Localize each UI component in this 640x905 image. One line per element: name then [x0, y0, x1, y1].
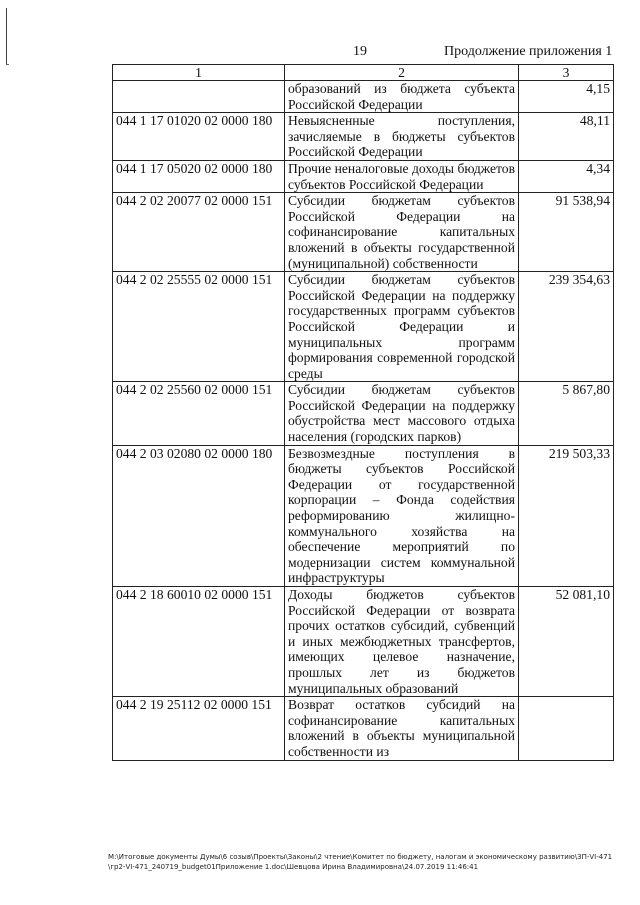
- column-header: 3: [519, 65, 614, 81]
- budget-code: 044 2 19 25112 02 0000 151: [113, 697, 285, 760]
- amount: 91 538,94: [519, 193, 614, 272]
- amount: 219 503,33: [519, 445, 614, 586]
- amount: 48,11: [519, 113, 614, 161]
- amount: 5 867,80: [519, 382, 614, 445]
- revenue-name: образований из бюджета субъекта Российской Федерации: [285, 81, 519, 113]
- revenue-name: Безвозмездные поступления в бюджеты субъектов Российской Федерации от государственной корпорации – Фонда содействия реформированию жилищно-коммунального хозяйства на обеспечение мероприятий по модернизации систем коммунальной инфраструктуры: [285, 445, 519, 586]
- revenue-name: Невыясненные поступления, зачисляемые в бюджеты субъектов Российской Федерации: [285, 113, 519, 161]
- page-number: 19: [353, 44, 367, 59]
- revenue-name: Субсидии бюджетам субъектов Российской Федерации на поддержку государственных программ субъектов Российской Федерации и муниципальных программ формирования современной городской среды: [285, 272, 519, 382]
- table-row: [113, 697, 614, 760]
- table-row: [113, 193, 614, 272]
- table-row: [113, 587, 614, 697]
- table-row: [113, 113, 614, 161]
- table-row: [113, 272, 614, 382]
- revenue-name: Субсидии бюджетам субъектов Российской Федерации на софинансирование капитальных вложений в объекты государственной (муниципальной) собственности: [285, 193, 519, 272]
- continuation-label: Продолжение приложения 1: [444, 44, 613, 59]
- revenue-name: Доходы бюджетов субъектов Российской Федерации от возврата прочих остатков субсидий, субвенций и иных межбюджетных трансфертов, имеющих целевое назначение, прошлых лет из бюджетов муниципальных образований: [285, 587, 519, 697]
- budget-code: 044 1 17 01020 02 0000 180: [113, 113, 285, 161]
- amount: 4,15: [519, 81, 614, 113]
- amount: 4,34: [519, 160, 614, 192]
- revenue-name: Субсидии бюджетам субъектов Российской Федерации на поддержку обустройства мест массового отдыха населения (городских парков): [285, 382, 519, 445]
- budget-code: 044 2 03 02080 02 0000 180: [113, 445, 285, 586]
- table-header-row: [113, 65, 614, 81]
- margin-tick: [6, 64, 9, 65]
- revenue-table: [112, 64, 614, 761]
- revenue-name: Возврат остатков субсидий на софинансирование капитальных вложений в объекты муниципальной собственности из: [285, 697, 519, 760]
- table-row: [113, 445, 614, 586]
- revenue-name: Прочие неналоговые доходы бюджетов субъектов Российской Федерации: [285, 160, 519, 192]
- margin-line: [6, 8, 7, 64]
- budget-code: 044 2 18 60010 02 0000 151: [113, 587, 285, 697]
- amount: 239 354,63: [519, 272, 614, 382]
- column-header: 2: [285, 65, 519, 81]
- column-header: 1: [113, 65, 285, 81]
- table-row: [113, 382, 614, 445]
- table-row: [113, 81, 614, 113]
- budget-code: 044 2 02 20077 02 0000 151: [113, 193, 285, 272]
- budget-code: 044 2 02 25560 02 0000 151: [113, 382, 285, 445]
- document-path-footer: M:\Итоговые документы Думы\6 созыв\Проекты\Законы\2 чтение\Комитет по бюджету, налогам и экономическому развитию\ЗП-VI-471\гр2-VI-471_240719_budget01Приложение 1.doc\Шевцова Ирина Владимировна\24.07.2019 11:46:41: [108, 853, 613, 871]
- budget-code: [113, 81, 285, 113]
- table-row: [113, 160, 614, 192]
- amount: [519, 697, 614, 760]
- budget-code: 044 2 02 25555 02 0000 151: [113, 272, 285, 382]
- budget-code: 044 1 17 05020 02 0000 180: [113, 160, 285, 192]
- amount: 52 081,10: [519, 587, 614, 697]
